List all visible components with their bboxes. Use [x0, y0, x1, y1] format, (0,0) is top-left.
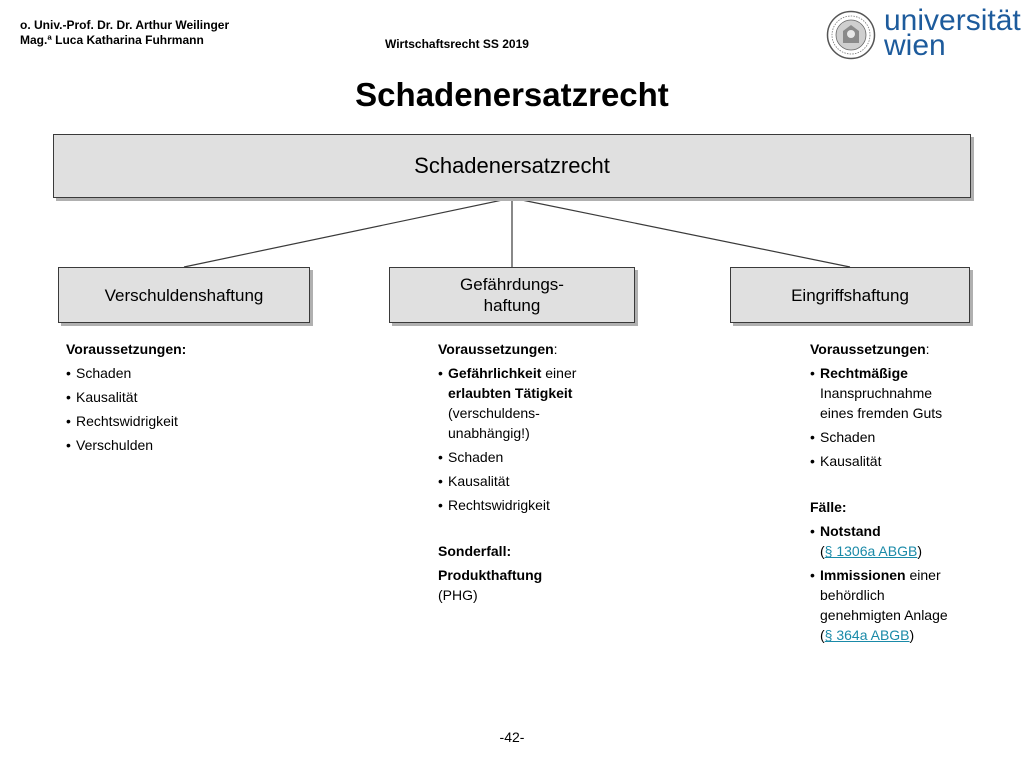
col2-item1-bold1: Gefährlichkeit — [448, 365, 542, 381]
node-eingriffshaftung-label: Eingriffshaftung — [791, 285, 909, 305]
logo-wordmark — [884, 4, 1021, 62]
col2-sonderfall-heading: Sonderfall: — [438, 543, 512, 559]
col2-item1-bold2: erlaubten Tätigkeit — [448, 385, 573, 401]
col3-list — [810, 363, 1010, 471]
col2-sonderfall-bold: Produkthaftung — [438, 567, 543, 583]
col3-fall1-bold: Notstand — [820, 523, 881, 539]
logo-word-1: universität — [884, 4, 1021, 37]
author-line-2: Mag.ª Luca Katharina Fuhrmann — [20, 33, 204, 47]
list-item: • Verschulden — [66, 435, 306, 455]
col3-item1-bold: Rechtmäßige — [820, 365, 908, 381]
col3-heading-row — [810, 339, 1010, 359]
column-eingriffshaftung — [810, 339, 1010, 645]
list-item: • Rechtswidrigkeit — [66, 411, 306, 431]
list-item: • Kausalität — [438, 471, 658, 491]
col3-faelle-heading: Fälle: — [810, 499, 847, 515]
university-seal-icon — [826, 10, 876, 60]
list-item: • Rechtswidrigkeit — [438, 495, 658, 515]
list-item: • Schaden — [438, 447, 658, 467]
col3-heading-colon: : — [925, 341, 930, 357]
link-1306a-abgb[interactable]: § 1306a ABGB — [824, 543, 918, 559]
node-verschuldenshaftung-label: Verschuldenshaftung — [104, 285, 264, 305]
col3-fall1-open-paren: ( — [820, 543, 825, 559]
node-eingriffshaftung — [730, 267, 970, 323]
author-line-1: o. Univ.-Prof. Dr. Dr. Arthur Weilinger — [20, 18, 230, 32]
col1-heading: Voraussetzungen: — [66, 341, 187, 357]
page-title: Schadenersatzrecht — [355, 76, 669, 113]
col2-heading-row — [438, 339, 658, 359]
node-gefaehrdungshaftung — [389, 267, 635, 323]
col2-item1-text2: (verschuldens-unabhängig!) — [448, 405, 540, 441]
course-name: Wirtschaftsrecht SS 2019 — [385, 37, 529, 51]
list-item — [810, 521, 960, 561]
col1-list — [66, 363, 306, 455]
col3-heading: Voraussetzungen — [810, 341, 926, 357]
author-block — [20, 18, 229, 48]
col3-fall2-text: einer behördlich genehmigten Anlage — [820, 567, 948, 623]
column-gefaehrdungshaftung — [438, 339, 658, 605]
root-node-label: Schadenersatzrecht — [414, 153, 610, 178]
list-item — [438, 363, 578, 443]
node-gefaehrdungshaftung-label-1: Gefährdungs- — [460, 275, 564, 294]
col3-item1-text: Inanspruchnahme eines fremden Guts — [820, 385, 943, 421]
university-logo — [826, 4, 1021, 68]
col2-heading: Voraussetzungen — [438, 341, 554, 357]
list-item: • Schaden — [810, 427, 1010, 447]
page-number: -42- — [499, 729, 525, 745]
list-item: • Schaden — [66, 363, 306, 383]
logo-word-2: wien — [884, 29, 946, 62]
col3-fall2-open-paren: ( — [820, 627, 825, 643]
column-verschuldenshaftung — [66, 339, 306, 455]
list-item — [810, 565, 960, 645]
list-item — [810, 363, 960, 423]
col2-item1-text1: einer — [545, 365, 577, 381]
node-gefaehrdungshaftung-label-2: haftung — [483, 296, 541, 315]
root-node — [53, 134, 971, 198]
col3-fall1-close-paren: ) — [917, 543, 922, 559]
list-item: • Kausalität — [66, 387, 306, 407]
connector-left — [184, 198, 512, 267]
connector-right — [512, 198, 850, 267]
col2-heading-colon: : — [553, 341, 558, 357]
col2-list — [438, 363, 658, 515]
col2-sonderfall-text: (PHG) — [438, 587, 478, 603]
list-item: • Kausalität — [810, 451, 1010, 471]
col3-fall2-bold: Immissionen — [820, 567, 906, 583]
node-verschuldenshaftung — [58, 267, 310, 323]
link-364a-abgb[interactable]: § 364a ABGB — [824, 627, 910, 643]
col3-fall2-close-paren: ) — [909, 627, 915, 643]
col3-faelle-list — [810, 521, 1010, 645]
